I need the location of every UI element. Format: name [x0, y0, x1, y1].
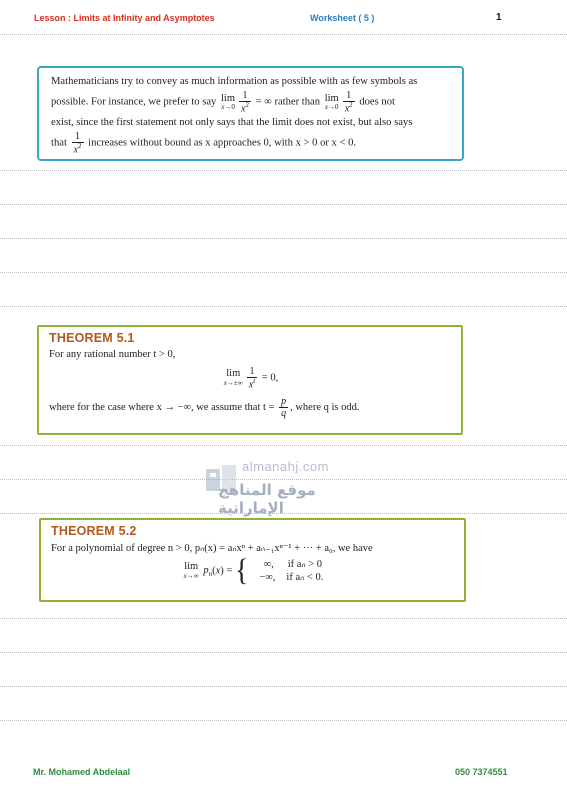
theorem-line-1: For any rational number t > 0, [49, 349, 176, 360]
case-condition: if aₙ > 0 [287, 559, 323, 570]
theorem-title: THEOREM 5.1 [49, 331, 135, 345]
ruled-line [0, 306, 567, 307]
theorem-text: where for the case where x → −∞, we assume that t = [49, 402, 275, 414]
theorem-text: , where q is odd. [290, 402, 360, 414]
note-line-2: possible. For instance, we prefer to say lim x→0 $\frac{1}{x^2}$ = ∞ rather than lim x→0 $\frac{1}{x^2}$ does not [51, 90, 395, 115]
watermark [204, 459, 344, 525]
fraction: $\frac{1}{x^2}$ [344, 90, 353, 115]
note-line-3: exist, since the first statement not only says that the limit does not exist, but also says [51, 116, 413, 128]
case-value: −∞, [259, 572, 276, 583]
worksheet-label: Worksheet ( 5 ) [310, 13, 375, 23]
note-line-1: Mathematicians try to convey as much information as possible with as few symbols as [51, 76, 418, 87]
author-name: Mr. Mohamed Abdelaal [33, 767, 131, 777]
theorem-5-2-box [39, 518, 466, 602]
limit-expression: lim x→0 [221, 92, 236, 112]
watermark-arabic: موقع المناهج الإماراتية [218, 481, 316, 517]
note-text: does not [359, 97, 395, 109]
ruled-line [0, 34, 567, 35]
lesson-title: Lesson : Limits at Infinity and Asymptotes [34, 13, 215, 23]
ruled-line [0, 238, 567, 239]
note-line-4 [51, 131, 452, 155]
note-text: that [51, 137, 67, 149]
ruled-line [0, 445, 567, 446]
theorem-formula: lim x→∞ $p_n(x)$ = { ∞, if aₙ > 0 −∞, if aₙ < 0. [183, 553, 324, 588]
ruled-line [0, 686, 567, 687]
watermark-site: almanahj.com [242, 459, 329, 474]
note-text: possible. For instance, we prefer to say [51, 97, 217, 109]
limit-expression: lim x→0 [324, 92, 339, 112]
fraction: $\frac{p}{q}$ [281, 396, 287, 420]
theorem-5-1-box [37, 325, 463, 435]
ruled-line [0, 272, 567, 273]
theorem-line-1: For a polynomial of degree n > 0, pₙ(x) = aₙxⁿ + aₙ₋₁xⁿ⁻¹ + ··· + a₀, we have [51, 543, 373, 554]
ruled-line [0, 720, 567, 721]
ruled-line [0, 170, 567, 171]
fraction: $\frac{1}{x^2}$ [73, 131, 82, 156]
ruled-line [0, 204, 567, 205]
case-condition: if aₙ < 0 [286, 572, 321, 583]
theorem-title: THEOREM 5.2 [51, 524, 137, 538]
case-value: ∞, [263, 559, 274, 570]
ruled-line [0, 652, 567, 653]
note-box [37, 66, 464, 161]
phone-number: 050 7374551 [455, 767, 508, 777]
page-number: 1 [496, 12, 502, 23]
fraction: $\frac{1}{x^2}$ [241, 90, 249, 115]
note-text: rather than [274, 97, 321, 109]
ruled-line [0, 618, 567, 619]
theorem-line-3 [49, 396, 451, 419]
note-text: increases without bound as x approaches 0, with x > 0 or x < 0. [88, 137, 357, 149]
theorem-formula: lim x→±∞ $\frac{1}{x^t}$ = 0, [223, 366, 279, 391]
